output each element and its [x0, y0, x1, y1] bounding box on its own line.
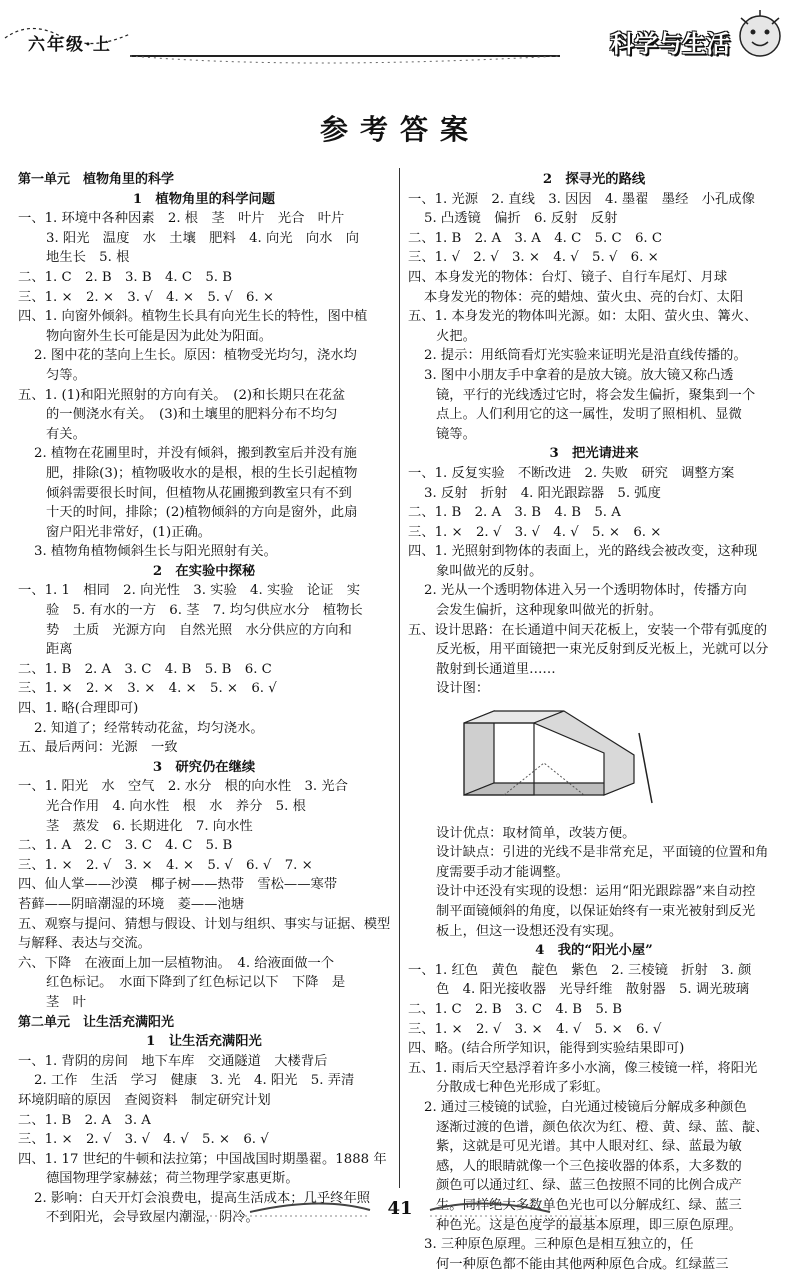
answer-line: 三、1. × 2. √ 3. √ 4. √ 5. × 6. ×: [408, 524, 662, 540]
answer-line: 倾斜需要很长时间，但植物从花圃搬到教室只有不到: [46, 485, 352, 501]
answer-line: 逐渐过渡的色谱，颜色依次为红、橙、黄、绿、蓝、靛、: [436, 1119, 769, 1135]
answer-line: 五、1. 雨后天空悬浮着许多小水滴，像三棱镜一样，将阳光: [408, 1060, 758, 1076]
answer-line: 散射到长通道里……: [436, 661, 556, 677]
answer-line: 四、本身发光的物体：台灯、镜子、自行车尾灯、月球: [408, 269, 728, 285]
answer-line: 5. 凸透镜 偏折 6. 反射 反射: [424, 211, 618, 227]
answer-line: 三、1. × 2. × 3. √ 4. × 5. √ 6. ×: [18, 289, 275, 305]
answer-line: 1 植物角里的科学问题: [132, 191, 276, 207]
answer-line: 匀等。: [46, 367, 86, 383]
answer-line: 的一侧浇水有关。 (3)和土壤里的肥料分布不均匀: [46, 407, 338, 423]
answer-line: 一、1. 红色 黄色 靛色 紫色 2. 三棱镜 折射 3. 颜: [408, 962, 752, 978]
answer-line: 2. 通过三棱镜的试验，白光通过棱镜后分解成多种颜色: [424, 1099, 747, 1115]
answer-line: 二、1. B 2. A 3. A 4. C 5. C 6. C: [408, 230, 663, 246]
answer-line: 镜，平行的光线透过它时，将会发生偏折，聚集到一个: [436, 387, 756, 403]
answer-line: 镜等。: [436, 426, 476, 442]
answer-line: 三、1. √ 2. √ 3. × 4. √ 5. √ 6. ×: [408, 250, 659, 266]
answer-line: 2 探寻光的路线: [542, 172, 646, 187]
answer-line: 有关。: [46, 426, 86, 442]
answer-line: 3. 图中小朋友手中拿着的是放大镜。放大镜又称凸透: [424, 367, 734, 383]
answer-line: 3. 反射 折射 4. 阳光跟踪器 5. 弧度: [424, 485, 661, 501]
answer-line: 2. 工作 生活 学习 健康 3. 光 4. 阳光 5. 弄清: [34, 1073, 355, 1089]
answer-line: 设计中还没有实现的设想：运用“阳光跟踪器”来自动控: [436, 884, 756, 900]
answer-line: 分散成七种色光形成了彩虹。: [436, 1080, 609, 1096]
answer-line: 制平面镜倾斜的角度，以保证始终有一束光被射到反光: [436, 904, 756, 919]
answer-line: 会发生偏折，这种现象叫做光的折射。: [436, 603, 663, 619]
answer-line: 一、1. 反复实验 不断改进 2. 失败 研究 调整方案: [408, 465, 735, 481]
answer-line: 设计优点：取材简单，改装方便。: [436, 825, 636, 841]
answer-line: 三、1. × 2. × 3. × 4. × 5. × 6. √: [18, 681, 277, 697]
answer-line: 设计图：: [436, 681, 490, 697]
page-number: 41: [387, 1198, 413, 1219]
answer-line: 3. 阳光 温度 水 土壤 肥料 4. 向光 向水 向: [46, 230, 360, 246]
answer-line: 肥，排除(3)；植物吸收水的是根，根的生长引起植物: [46, 465, 358, 481]
answer-line: 种色光。这是色度学的最基本原理，即三原色原理。: [436, 1217, 742, 1233]
answer-line: 本身发光的物体：亮的蜡烛、萤火虫、亮的台灯、太阳: [424, 289, 744, 305]
answer-line: 一、1. 光源 2. 直线 3. 因因 4. 墨翟 墨经 小孔成像: [408, 191, 755, 207]
answer-line: 苔藓——阴暗潮湿的环境 菱——池塘: [18, 896, 245, 912]
answer-line: 四、1. 17 世纪的牛顿和法拉第；中国战国时期墨翟。1888 年: [18, 1151, 387, 1167]
answer-line: 二、1. C 2. B 3. C 4. B 5. B: [408, 1001, 623, 1017]
page-header: [0, 0, 800, 90]
answer-line: 六、下降 在液面上加一层植物油。 4. 给液面做一个: [18, 955, 335, 971]
answer-line: 势 土质 光源方向 自然光照 水分供应的方向和: [46, 622, 352, 638]
answer-line: 一、1. 1 相同 2. 向光性 3. 实验 4. 实验 论证 实: [18, 583, 361, 599]
answer-line: 第一单元 植物角里的科学: [18, 172, 175, 187]
answer-line: 度需要手动才能调整。: [436, 864, 569, 880]
answer-line: 二、1. A 2. C 3. C 4. C 5. B: [18, 838, 233, 854]
answer-line: 反光板，用平面镜把一束光反射到反光板上，光就可以分: [436, 642, 769, 658]
answer-line: 颜色可以通过红、绿、蓝三色按照不同的比例合成产: [436, 1178, 742, 1194]
right-column-top: [408, 170, 780, 699]
left-column: [18, 170, 390, 1228]
answer-line: 3 研究仍在继续: [152, 759, 256, 775]
answer-line: 2. 知道了；经常转动花盆，均匀浇水。: [34, 720, 264, 736]
answer-line: 2. 图中花的茎向上生长。原因：植物受光均匀，浇水均: [34, 348, 357, 364]
answer-line: 2. 影响：白天开灯会浪费电，提高生活成本；几乎终年照: [34, 1190, 371, 1206]
answer-line: 光合作用 4. 向水性 根 水 养分 5. 根: [46, 799, 306, 814]
answer-line: 4 我的“阳光小屋”: [535, 943, 653, 959]
answer-line: 十天的时间，排除；(2)植物倾斜的方向是窗外，此扇: [46, 505, 358, 521]
answer-line: 板上，但这一设想还没有实现。: [436, 923, 623, 939]
answer-line: 2. 植物在花圃里时，并没有倾斜，搬到教室后并没有施: [34, 446, 357, 462]
answer-line: 物向窗外生长可能是因为此处为阳面。: [46, 328, 273, 344]
answer-line: 窗户阳光非常好，(1)正确。: [46, 524, 212, 540]
answer-line: 点上。人们利用它的这一属性，发明了照相机、显微: [436, 407, 742, 423]
answer-line: 一、1. 背阴的房间 地下车库 交通隧道 大楼背后: [18, 1053, 328, 1069]
answer-line: 第二单元 让生活充满阳光: [18, 1014, 175, 1030]
answer-line: 2. 光从一个透明物体进入另一个透明物体时，传播方向: [424, 583, 747, 599]
answer-line: 3. 三种原色原理。三种原色是相互独立的，任: [424, 1237, 694, 1253]
answer-line: 五、1. 本身发光的物体叫光源。如：太阳、萤火虫、篝火、: [408, 309, 758, 325]
answer-line: 三、1. × 2. √ 3. × 4. √ 5. × 6. √: [408, 1021, 662, 1037]
answer-line: 四、1. 光照射到物体的表面上，光的路线会被改变，这种现: [408, 544, 758, 560]
answer-line: 二、1. B 2. A 3. B 4. B 5. A: [408, 505, 621, 521]
answer-line: 生。同样绝大多数单色光也可以分解成红、绿、蓝三: [436, 1197, 742, 1213]
answer-line: 四、1. 略(合理即可): [18, 701, 139, 717]
design-diagram: [434, 703, 664, 813]
answer-line: 五、最后两问：光源 一致: [18, 740, 178, 756]
answer-line: 德国物理学家赫兹；荷兰物理学家惠更斯。: [46, 1171, 299, 1187]
answer-line: 五、1. (1)和阳光照射的方向有关。 (2)和长期只在花盆: [18, 387, 346, 403]
answer-line: 1 让生活充满阳光: [146, 1034, 262, 1050]
answer-line: 五、观察与提问、猜想与假设、计划与组织、事实与证据、模型: [18, 916, 390, 932]
answer-line: 二、1. B 2. A 3. A: [18, 1112, 151, 1128]
answer-line: 2 在实验中探秘: [152, 563, 256, 579]
page-title: 参考答案: [319, 113, 480, 146]
answer-line: 一、1. 阳光 水 空气 2. 水分 根的向水性 3. 光合: [18, 779, 348, 795]
answer-line: 四、略。(结合所学知识，能得到实验结果即可): [408, 1041, 685, 1057]
answer-line: 茎 叶: [46, 994, 86, 1010]
answer-line: 距离: [46, 642, 73, 658]
answer-line: 红色标记。 水面下降到了红色标记以下 下降 是: [46, 975, 346, 991]
answer-line: 二、1. B 2. A 3. C 4. B 5. B 6. C: [18, 661, 272, 677]
answer-line: 环境阴暗的原因 查阅资料 制定研究计划: [18, 1092, 271, 1108]
answer-line: 四、1. 向窗外倾斜。植物生长具有向光生长的特性，图中植: [18, 309, 368, 325]
answer-line: 3. 植物角植物倾斜生长与阳光照射有关。: [34, 544, 277, 560]
answer-line: 地生长 5. 根: [46, 250, 130, 266]
answer-line: 色 4. 阳光接收器 光导纤维 散射器 5. 调光玻璃: [436, 982, 750, 998]
answer-line: 三、1. × 2. √ 3. √ 4. √ 5. × 6. √: [18, 1132, 269, 1148]
answer-line: 不到阳光，会导致屋内潮湿，阴冷。: [46, 1210, 259, 1226]
grade-label: 六年级·上: [28, 35, 112, 55]
answer-line: 与解释、表达与交流。: [18, 936, 151, 952]
answer-line: 紫，这就是可见光谱。其中人眼对红、绿、蓝最为敏: [436, 1139, 742, 1155]
answer-line: 感，人的眼睛就像一个三色接收器的体系，大多数的: [436, 1158, 742, 1174]
answer-line: 一、1. 环境中各种因素 2. 根 茎 叶片 光合 叶片: [18, 211, 345, 227]
answer-line: 象叫做光的反射。: [436, 563, 543, 579]
answer-line: 验 5. 有水的一方 6. 茎 7. 均匀供应水分 植物长: [46, 603, 363, 619]
answer-line: 3 把光请进来: [549, 446, 639, 462]
answer-line: 二、1. C 2. B 3. B 4. C 5. B: [18, 269, 233, 285]
answer-line: 茎 蒸发 6. 长期进化 7. 向水性: [46, 818, 253, 834]
right-column: [408, 170, 780, 1274]
answer-line: 2. 提示：用纸筒看灯光实验来证明光是沿直线传播的。: [424, 348, 747, 364]
subject-logo-text: 科学与生活: [610, 30, 730, 58]
answer-line: 设计缺点：引进的光线不是非常充足，平面镜的位置和角: [436, 845, 769, 861]
answer-line: 五、设计思路：在长通道中间天花板上，安装一个带有弧度的: [408, 622, 768, 638]
answer-line: 火把。: [436, 328, 476, 344]
answer-line: 三、1. × 2. √ 3. × 4. × 5. √ 6. √ 7. ×: [18, 857, 313, 873]
answer-line: 何一种原色都不能由其他两种原色合成。红绿蓝三: [436, 1256, 729, 1272]
answer-line: 四、仙人掌——沙漠 椰子树——热带 雪松——寒带: [18, 877, 338, 893]
column-divider: [399, 168, 400, 1188]
